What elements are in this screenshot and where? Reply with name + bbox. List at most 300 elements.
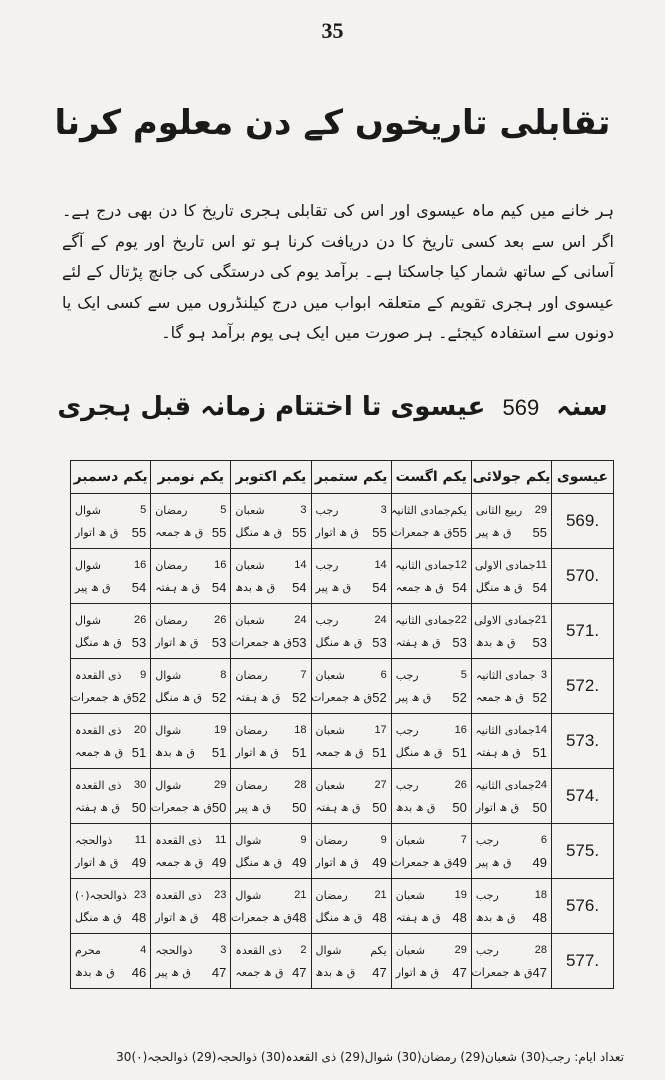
date-cell bbox=[151, 604, 231, 659]
hijri-month: ذی القعدہ bbox=[75, 723, 122, 737]
weekday: ق ھ بدھ bbox=[395, 800, 436, 814]
weekday: ق ھ بدھ bbox=[75, 965, 115, 979]
weekday: ق ھ اتوار bbox=[155, 910, 199, 924]
hijri-month: رمضان bbox=[155, 558, 188, 572]
hijri-day: 23 bbox=[133, 889, 147, 901]
year-cell: 569. bbox=[552, 494, 614, 549]
table-heading-year: 569 bbox=[502, 395, 540, 420]
hijri-day: 26 bbox=[454, 779, 467, 791]
hijri-year: 55 bbox=[452, 524, 467, 540]
hijri-month: رمضان bbox=[235, 668, 268, 682]
hijri-day: 29 bbox=[534, 504, 547, 516]
year-cell: 571. bbox=[552, 604, 614, 659]
hijri-year: 49 bbox=[372, 854, 387, 870]
hijri-month: رجب bbox=[395, 668, 419, 682]
hijri-month: ذی القعدہ bbox=[75, 778, 122, 792]
calendar-table bbox=[70, 460, 614, 989]
weekday: ق ھ بدھ bbox=[235, 580, 276, 594]
hijri-day: 29 bbox=[454, 944, 467, 956]
hijri-year: 54 bbox=[452, 579, 467, 595]
hijri-day: 28 bbox=[534, 944, 547, 956]
date-cell bbox=[471, 879, 551, 934]
hijri-day: 16 bbox=[454, 724, 467, 736]
date-cell bbox=[391, 934, 471, 989]
hijri-month: شوال bbox=[235, 833, 262, 847]
hijri-day: یکم bbox=[370, 944, 387, 957]
hijri-year: 50 bbox=[131, 799, 147, 815]
weekday: ق ھ جمعرات bbox=[391, 855, 453, 869]
hijri-year: 51 bbox=[532, 744, 547, 760]
weekday: ق ھ جمعہ bbox=[395, 580, 444, 594]
hijri-month: شوال bbox=[235, 888, 262, 902]
date-cell bbox=[471, 769, 551, 824]
hijri-day: 14 bbox=[374, 559, 387, 571]
date-cell bbox=[471, 494, 551, 549]
weekday: ق ھ منگل bbox=[235, 525, 283, 539]
hijri-month: جمادی الثانیہ bbox=[475, 723, 535, 737]
date-cell bbox=[151, 549, 231, 604]
hijri-day: 11 bbox=[134, 834, 147, 846]
hijri-month: جمادی الاولی bbox=[474, 558, 536, 572]
table-header-row bbox=[71, 461, 614, 494]
hijri-year: 52 bbox=[292, 689, 307, 705]
hijri-day: 7 bbox=[300, 669, 307, 681]
weekday: ق ھ جمعرات bbox=[150, 800, 212, 814]
hijri-year: 47 bbox=[452, 964, 467, 980]
weekday: ق ھ ہفتہ bbox=[155, 580, 201, 594]
hijri-year: 48 bbox=[532, 909, 547, 925]
hijri-day: 29 bbox=[214, 779, 227, 791]
hijri-month: شوال bbox=[315, 943, 342, 957]
hijri-month: شعبان bbox=[315, 723, 345, 737]
year-cell: 575. bbox=[552, 824, 614, 879]
hijri-year: 47 bbox=[372, 964, 387, 980]
weekday: ق ھ منگل bbox=[75, 910, 122, 924]
table-row bbox=[71, 934, 614, 989]
hijri-year: 53 bbox=[532, 634, 547, 650]
hijri-year: 54 bbox=[292, 579, 307, 595]
hijri-month: شعبان bbox=[315, 668, 345, 682]
hijri-month: شوال bbox=[155, 778, 182, 792]
date-cell bbox=[231, 549, 311, 604]
hijri-day: 5 bbox=[460, 669, 467, 681]
date-cell bbox=[151, 879, 231, 934]
weekday: ق ھ اتوار bbox=[315, 855, 359, 869]
hijri-year: 51 bbox=[292, 744, 307, 760]
weekday: ق ھ جمعہ bbox=[475, 690, 524, 704]
intro-paragraph: ہر خانے میں کیم ماہ عیسوی اور اس کی تقابلی ہجری تاریخ کا دن بھی درج ہے۔ اگر اس سے بعد کسی تاریخ کا دن دریافت کرنا ہو تو اس تاریخ اور یوم کے آگے آسانی کے ساتھ شمار کیا جاسکتا ہے۔ برآمد یوم کی درستگی کی جانچ پڑتال کے لئے عیسوی اور ہجری تقویم کے متعلقہ ابواب میں درج کیلنڈروں میں سے کسی ایک یا دونوں سے استفادہ کیجئے۔ ہر صورت میں ایک ہی یوم برآمد ہو گا۔ bbox=[62, 201, 614, 342]
hijri-month: رجب bbox=[315, 613, 339, 627]
table-row bbox=[71, 824, 614, 879]
date-cell bbox=[231, 604, 311, 659]
date-cell bbox=[471, 604, 551, 659]
hijri-day: 26 bbox=[214, 614, 227, 626]
hijri-year: 51 bbox=[372, 744, 387, 760]
weekday: ق ھ ہفتہ bbox=[75, 800, 120, 814]
hijri-year: 54 bbox=[211, 579, 227, 595]
weekday: ق ھ پیر bbox=[475, 855, 512, 869]
date-cell bbox=[391, 659, 471, 714]
weekday: ق ھ پیر bbox=[395, 690, 432, 704]
weekday: ق ھ جمعہ bbox=[155, 525, 204, 539]
weekday: ق ھ اتوار bbox=[235, 745, 279, 759]
weekday: ق ھ جمعرات bbox=[471, 965, 533, 979]
table-row bbox=[71, 549, 614, 604]
hijri-month: شعبان bbox=[395, 888, 425, 902]
weekday: ق ھ اتوار bbox=[155, 635, 199, 649]
date-cell bbox=[391, 549, 471, 604]
hijri-year: 53 bbox=[131, 634, 147, 650]
hijri-day: 20 bbox=[133, 724, 147, 736]
year-cell: 573. bbox=[552, 714, 614, 769]
hijri-year: 52 bbox=[452, 689, 467, 705]
date-cell bbox=[71, 934, 151, 989]
hijri-day: 18 bbox=[534, 889, 547, 901]
hijri-year: 49 bbox=[131, 854, 147, 870]
date-cell bbox=[391, 604, 471, 659]
hijri-day: 28 bbox=[294, 779, 307, 791]
date-cell bbox=[231, 769, 311, 824]
hijri-month: شعبان bbox=[315, 778, 345, 792]
hijri-day: 14 bbox=[294, 559, 307, 571]
hijri-year: 54 bbox=[372, 579, 387, 595]
hijri-day: 16 bbox=[214, 559, 227, 571]
date-cell bbox=[311, 659, 391, 714]
weekday: ق ھ ہفتہ bbox=[475, 745, 521, 759]
hijri-day: 9 bbox=[380, 834, 387, 846]
hijri-month: رجب bbox=[315, 558, 339, 572]
weekday: ق ھ بدھ bbox=[475, 635, 516, 649]
hijri-month: جمادی الثانیہ bbox=[475, 778, 535, 792]
date-cell bbox=[151, 824, 231, 879]
hijri-year: 48 bbox=[211, 909, 227, 925]
hijri-year: 49 bbox=[532, 854, 547, 870]
hijri-day: 24 bbox=[294, 614, 307, 626]
date-cell bbox=[311, 824, 391, 879]
date-cell bbox=[311, 494, 391, 549]
hijri-day: 3 bbox=[220, 944, 227, 956]
date-cell bbox=[471, 549, 551, 604]
hijri-month: رمضان bbox=[235, 778, 268, 792]
hijri-year: 48 bbox=[372, 909, 387, 925]
hijri-day: یکم bbox=[450, 504, 467, 517]
weekday: ق ھ اتوار bbox=[475, 800, 520, 814]
hijri-day: 21 bbox=[374, 889, 387, 901]
weekday: ق ھ منگل bbox=[75, 635, 122, 649]
date-cell bbox=[471, 824, 551, 879]
hijri-year: 55 bbox=[292, 524, 307, 540]
year-cell: 574. bbox=[552, 769, 614, 824]
hijri-month: رجب bbox=[475, 888, 499, 902]
hijri-year: 49 bbox=[292, 854, 307, 870]
page-title: تقابلی تاریخوں کے دن معلوم کرنا bbox=[54, 103, 611, 143]
hijri-day: 27 bbox=[374, 779, 387, 791]
date-cell bbox=[151, 494, 231, 549]
table-row bbox=[71, 604, 614, 659]
hijri-year: 50 bbox=[372, 799, 387, 815]
hijri-year: 53 bbox=[452, 634, 467, 650]
hijri-month: شعبان bbox=[235, 503, 265, 517]
date-cell bbox=[311, 879, 391, 934]
date-cell bbox=[311, 714, 391, 769]
hijri-year: 51 bbox=[452, 744, 467, 760]
date-cell bbox=[231, 824, 311, 879]
hijri-month: رمضان bbox=[155, 503, 188, 517]
date-cell bbox=[391, 879, 471, 934]
hijri-day: 26 bbox=[133, 614, 147, 626]
hijri-year: 48 bbox=[292, 909, 307, 925]
date-cell bbox=[231, 879, 311, 934]
hijri-year: 52 bbox=[372, 689, 387, 705]
weekday: ق ھ اتوار bbox=[395, 965, 440, 979]
year-cell: 577. bbox=[552, 934, 614, 989]
hijri-month: رجب bbox=[475, 943, 499, 957]
hijri-day: 21 bbox=[534, 614, 547, 626]
date-cell bbox=[391, 494, 471, 549]
weekday: ق ھ جمعرات bbox=[391, 525, 453, 539]
date-cell bbox=[151, 714, 231, 769]
weekday: ق ھ منگل bbox=[155, 690, 203, 704]
date-cell bbox=[231, 659, 311, 714]
hijri-year: 51 bbox=[131, 744, 147, 760]
weekday: ق ھ منگل bbox=[395, 745, 443, 759]
hijri-month: ذی القعدہ bbox=[235, 943, 282, 957]
hijri-month: شوال bbox=[75, 613, 101, 627]
hijri-day: 6 bbox=[540, 834, 547, 846]
hijri-day: 5 bbox=[140, 504, 147, 516]
hijri-year: 55 bbox=[372, 524, 387, 540]
table-heading-prefix: سنہ bbox=[556, 392, 608, 422]
hijri-day: 6 bbox=[380, 669, 387, 681]
hijri-month: ذی القعدہ bbox=[155, 888, 202, 902]
hijri-year: 52 bbox=[532, 689, 547, 705]
hijri-day: 19 bbox=[454, 889, 467, 901]
column-header: یکم جولائی bbox=[471, 461, 551, 494]
weekday: ق ھ پیر bbox=[475, 525, 512, 539]
hijri-month: رجب bbox=[315, 503, 339, 517]
weekday: ق ھ جمعہ bbox=[155, 855, 204, 869]
hijri-day: 19 bbox=[214, 724, 227, 736]
hijri-month: ذوالحجہ bbox=[155, 943, 193, 957]
hijri-year: 47 bbox=[211, 964, 227, 980]
hijri-year: 53 bbox=[211, 634, 227, 650]
date-cell bbox=[71, 879, 151, 934]
hijri-month: جمادی الثانیہ bbox=[395, 558, 455, 572]
hijri-month: ربیع الثانی bbox=[475, 503, 523, 517]
hijri-month: رجب bbox=[395, 723, 419, 737]
weekday: ق ھ اتوار bbox=[75, 855, 119, 869]
hijri-year: 50 bbox=[211, 799, 227, 815]
hijri-day: 9 bbox=[140, 669, 147, 681]
weekday: ق ھ پیر bbox=[235, 800, 272, 814]
weekday: ق ھ اتوار bbox=[75, 525, 119, 539]
hijri-year: 48 bbox=[131, 909, 147, 925]
weekday: ق ھ بدھ bbox=[315, 965, 356, 979]
table-heading bbox=[0, 392, 665, 422]
table-row bbox=[71, 659, 614, 714]
date-cell bbox=[311, 769, 391, 824]
hijri-month: ذی القعدہ bbox=[75, 668, 122, 682]
hijri-day: 12 bbox=[454, 559, 467, 571]
column-header: یکم ستمبر bbox=[311, 461, 391, 494]
footer-note: تعداد ایام: رجب(30) شعبان(29) رمضان(30) شوال(29) ذی القعدہ(30) ذوالحجہ(29) ذوالحجہ(٠)30 bbox=[116, 1050, 624, 1064]
hijri-month: شعبان bbox=[235, 558, 265, 572]
hijri-month: شعبان bbox=[395, 833, 425, 847]
hijri-year: 49 bbox=[211, 854, 227, 870]
date-cell bbox=[151, 934, 231, 989]
hijri-year: 54 bbox=[532, 579, 547, 595]
hijri-month: شوال bbox=[155, 668, 182, 682]
date-cell bbox=[471, 714, 551, 769]
date-cell bbox=[311, 604, 391, 659]
hijri-year: 52 bbox=[131, 689, 147, 705]
hijri-month: شعبان bbox=[395, 943, 425, 957]
weekday: ق ھ منگل bbox=[315, 635, 363, 649]
hijri-month: جمادی الاولی bbox=[474, 613, 535, 627]
hijri-year: 50 bbox=[532, 799, 547, 815]
hijri-day: 17 bbox=[374, 724, 387, 736]
date-cell bbox=[71, 659, 151, 714]
date-cell bbox=[71, 604, 151, 659]
hijri-day: 16 bbox=[133, 559, 147, 571]
hijri-day: 3 bbox=[540, 669, 547, 681]
weekday: ق ھ اتوار bbox=[315, 525, 359, 539]
weekday: ق ھ پیر bbox=[75, 580, 111, 594]
hijri-day: 3 bbox=[300, 504, 307, 516]
date-cell bbox=[391, 824, 471, 879]
weekday: ق ھ منگل bbox=[235, 855, 283, 869]
hijri-month: محرم bbox=[75, 943, 101, 957]
hijri-year: 53 bbox=[372, 634, 387, 650]
weekday: ق ھ منگل bbox=[475, 580, 523, 594]
weekday: ق ھ بدھ bbox=[155, 745, 195, 759]
hijri-month: ذوالحجہ bbox=[75, 833, 113, 847]
column-header: عیسوی bbox=[552, 461, 614, 494]
hijri-year: 51 bbox=[211, 744, 227, 760]
hijri-month: جمادی الثانیہ bbox=[395, 613, 455, 627]
year-cell: 572. bbox=[552, 659, 614, 714]
hijri-day: 5 bbox=[220, 504, 227, 516]
date-cell bbox=[311, 549, 391, 604]
column-header: یکم دسمبر bbox=[71, 461, 151, 494]
hijri-year: 55 bbox=[131, 524, 147, 540]
weekday: ق ھ جمعہ bbox=[75, 745, 124, 759]
date-cell bbox=[71, 549, 151, 604]
hijri-month: جمادی الثانیہ bbox=[390, 503, 451, 517]
date-cell bbox=[71, 714, 151, 769]
hijri-month: رمضان bbox=[155, 613, 188, 627]
date-cell bbox=[71, 824, 151, 879]
hijri-day: 2 bbox=[300, 944, 307, 956]
weekday: ق ھ جمعہ bbox=[315, 745, 364, 759]
date-cell bbox=[471, 659, 551, 714]
table-row bbox=[71, 494, 614, 549]
weekday: ق ھ ہفتہ bbox=[235, 690, 281, 704]
hijri-day: 21 bbox=[294, 889, 307, 901]
hijri-month: رمضان bbox=[315, 888, 348, 902]
hijri-day: 22 bbox=[454, 614, 467, 626]
hijri-year: 50 bbox=[292, 799, 307, 815]
date-cell bbox=[231, 934, 311, 989]
weekday: ق ھ بدھ bbox=[475, 910, 516, 924]
weekday: ق ھ جمعہ bbox=[235, 965, 284, 979]
hijri-day: 11 bbox=[535, 559, 547, 571]
table-row bbox=[71, 714, 614, 769]
table-row bbox=[71, 879, 614, 934]
hijri-day: 14 bbox=[534, 724, 547, 736]
hijri-year: 55 bbox=[532, 524, 547, 540]
date-cell bbox=[311, 934, 391, 989]
hijri-month: شعبان bbox=[235, 613, 265, 627]
hijri-month: رمضان bbox=[315, 833, 348, 847]
hijri-year: 53 bbox=[292, 634, 307, 650]
hijri-month: ذی القعدہ bbox=[155, 833, 202, 847]
hijri-month: شوال bbox=[155, 723, 182, 737]
hijri-day: 3 bbox=[380, 504, 387, 516]
hijri-month: شوال bbox=[75, 503, 101, 517]
year-cell: 576. bbox=[552, 879, 614, 934]
weekday: ق ھ منگل bbox=[315, 910, 363, 924]
table-heading-suffix: عیسوی تا اختتام زمانہ قبل ہجری bbox=[57, 392, 486, 422]
date-cell bbox=[471, 934, 551, 989]
hijri-day: 24 bbox=[534, 779, 547, 791]
date-cell bbox=[391, 769, 471, 824]
hijri-month: رجب bbox=[475, 833, 499, 847]
date-cell bbox=[151, 769, 231, 824]
date-cell bbox=[231, 714, 311, 769]
weekday: ق ھ پیر bbox=[155, 965, 191, 979]
hijri-day: 8 bbox=[220, 669, 227, 681]
hijri-year: 48 bbox=[452, 909, 467, 925]
hijri-day: 9 bbox=[300, 834, 307, 846]
weekday: ق ھ جمعرات bbox=[70, 690, 132, 704]
hijri-year: 46 bbox=[131, 964, 147, 980]
date-cell bbox=[151, 659, 231, 714]
column-header: یکم اکتوبر bbox=[231, 461, 311, 494]
weekday: ق ھ ہفتہ bbox=[395, 635, 441, 649]
hijri-day: 23 bbox=[214, 889, 227, 901]
weekday: ق ھ ہفتہ bbox=[315, 800, 361, 814]
hijri-year: 49 bbox=[452, 854, 467, 870]
year-cell: 570. bbox=[552, 549, 614, 604]
hijri-day: 18 bbox=[294, 724, 307, 736]
hijri-day: 11 bbox=[214, 834, 227, 846]
table-row bbox=[71, 769, 614, 824]
weekday: ق ھ ہفتہ bbox=[395, 910, 441, 924]
hijri-year: 55 bbox=[211, 524, 227, 540]
hijri-month: رجب bbox=[395, 778, 419, 792]
hijri-year: 50 bbox=[452, 799, 467, 815]
hijri-year: 47 bbox=[532, 964, 547, 980]
hijri-year: 47 bbox=[292, 964, 307, 980]
weekday: ق ھ پیر bbox=[315, 580, 352, 594]
hijri-day: 4 bbox=[140, 944, 147, 956]
page-number: 35 bbox=[321, 18, 344, 43]
date-cell bbox=[231, 494, 311, 549]
hijri-day: 30 bbox=[133, 779, 147, 791]
hijri-month: رمضان bbox=[235, 723, 268, 737]
column-header: یکم نومبر bbox=[151, 461, 231, 494]
hijri-month: ذوالحجہ(٠) bbox=[75, 888, 127, 902]
date-cell bbox=[391, 714, 471, 769]
hijri-day: 7 bbox=[460, 834, 467, 846]
hijri-month: شوال bbox=[75, 558, 101, 572]
hijri-month: جمادی الثانیہ bbox=[475, 668, 536, 682]
weekday: ق ھ جمعرات bbox=[230, 910, 293, 924]
hijri-year: 54 bbox=[131, 579, 147, 595]
weekday: ق ھ جمعرات bbox=[311, 690, 373, 704]
date-cell bbox=[71, 769, 151, 824]
